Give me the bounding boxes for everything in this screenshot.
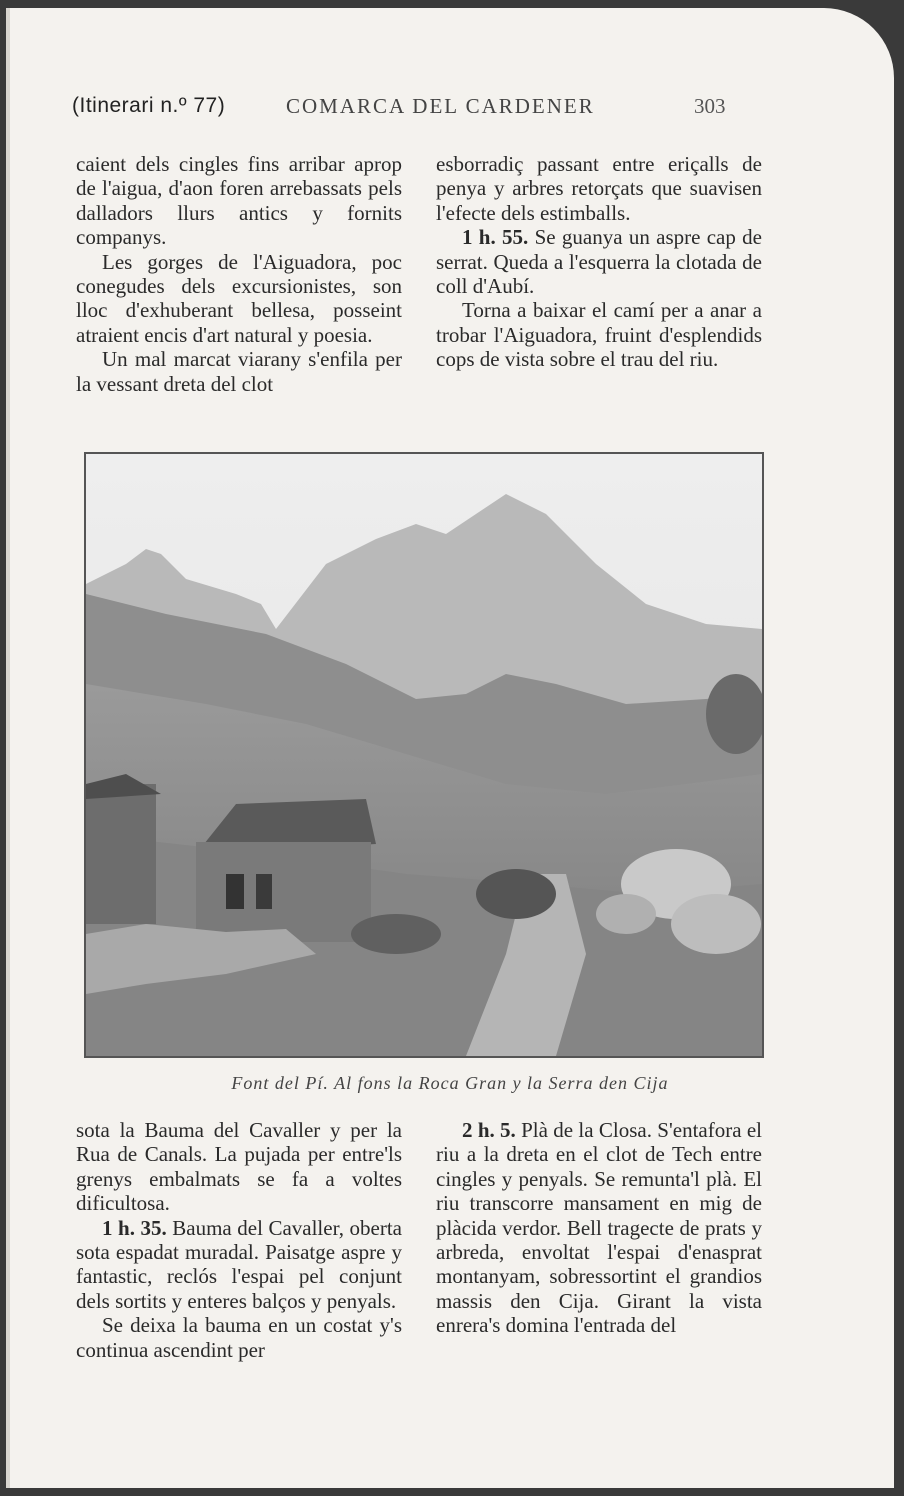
paragraph: 2 h. 5. Plà de la Closa. S'entafora el riu a la dreta en el clot de Tech entre cingles y penyals. Se remunta'l plà. El riu transcorre mansament en mig de plàcida verdor. Bell tragecte de prats y arbreda, envoltat l'espai d'enasprat montanyam, sobressortint el grandios massis den Cija. Girant la vista enrera's domina l'entrada del (436, 1118, 762, 1338)
photo-caption: Font del Pí. Al fons la Roca Gran y la Serra den Cija (231, 1073, 669, 1093)
page-edge (6, 8, 10, 1488)
paragraph: Les gorges de l'Aiguadora, poc conegudes dels excursionistes, son lloc d'exhuberant bellesa, posseint atraient encis d'art natural y poesia. (76, 249, 402, 347)
paragraph: 1 h. 55. Se guanya un aspre cap de serrat. Queda a l'esquerra la clotada de coll d'Aubí. (436, 225, 762, 299)
paragraph: esborradiç passant entre eriçalls de penya y arbres retorçats que suavisen l'efecte dels estimballs. (436, 152, 762, 225)
column-top-left (76, 152, 402, 396)
book-page (6, 8, 894, 1488)
time-marker: 2 h. 5. (462, 1118, 516, 1142)
time-marker: 1 h. 35. (102, 1215, 167, 1240)
paragraph: Se deixa la bauma en un costat y's continua ascendint per (76, 1313, 402, 1362)
time-marker: 1 h. 55. (462, 225, 529, 250)
page-number: 303 (694, 94, 726, 118)
paragraph: 1 h. 35. Bauma del Cavaller, oberta sota espadat muradal. Paisatge aspre y fantastic, reclós l'espai pel conjunt dels sortits y enteres balços y penyals. (76, 1215, 402, 1313)
itinerary-number: (Itinerari n.º 77) (72, 94, 226, 117)
column-bottom-left (76, 1118, 402, 1362)
paragraph: caient dels cingles fins arribar aprop de l'aigua, d'aon foren arrebassats pels dalladors llurs antics y fornits companys. (76, 152, 402, 250)
running-header (6, 92, 894, 126)
column-top-right (436, 152, 762, 372)
column-bottom-right (436, 1118, 762, 1338)
landscape-photo (84, 452, 764, 1058)
paragraph: sota la Bauma del Cavaller y per la Rua de Canals. La pujada per entre'ls grenys embalmats se fa a voltes dificultosa. (76, 1118, 402, 1216)
paragraph: Torna a baixar el camí per a anar a trobar l'Aiguadora, fruint d'esplendids cops de vista sobre el trau del riu. (436, 298, 762, 372)
running-title: COMARCA DEL CARDENER (286, 94, 595, 118)
paragraph: Un mal marcat viarany s'enfila per la vessant dreta del clot (76, 347, 402, 396)
